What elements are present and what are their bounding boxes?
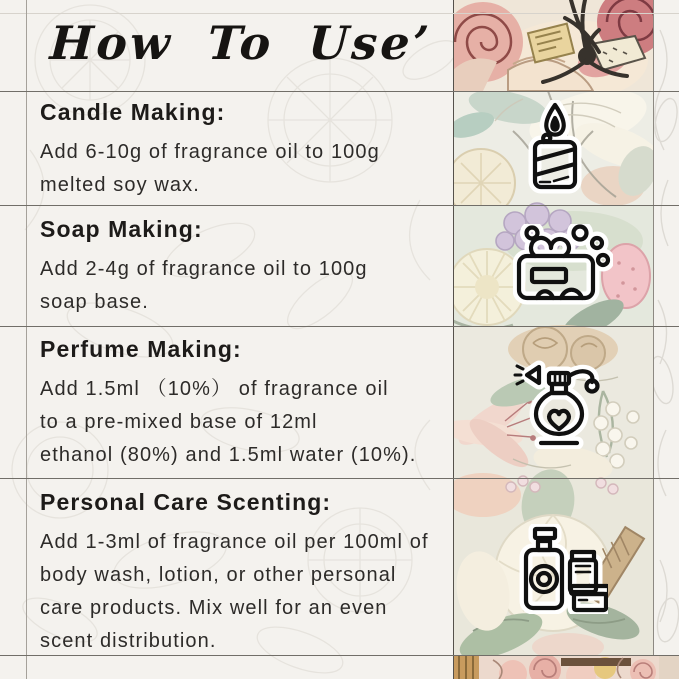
divider-title bbox=[0, 91, 679, 92]
divider-2 bbox=[0, 326, 679, 327]
section-candle-making bbox=[40, 99, 440, 202]
candle-icon bbox=[524, 100, 586, 194]
section-body-line: Add 2-4g of fragrance oil to 100g bbox=[40, 258, 368, 280]
section-body-line: scent distribution. bbox=[40, 630, 217, 652]
left-rule bbox=[26, 0, 27, 679]
page-title: How To Use’ bbox=[48, 16, 434, 70]
section-soap-making bbox=[40, 216, 440, 319]
section-body-line: melted soy wax. bbox=[40, 174, 200, 196]
section-personal-care-scenting bbox=[40, 489, 440, 658]
section-heading: Perfume Making: bbox=[40, 336, 242, 362]
divider-1 bbox=[0, 205, 679, 206]
section-body-line: ethanol (80%) and 1.5ml water (10%). bbox=[40, 444, 417, 466]
section-heading: Soap Making: bbox=[40, 216, 203, 242]
section-heading: Candle Making: bbox=[40, 99, 226, 125]
section-body-line: body wash, lotion, or other personal bbox=[40, 564, 397, 586]
divider-3 bbox=[0, 478, 679, 479]
toiletries-icon bbox=[518, 524, 608, 614]
top-rule bbox=[0, 13, 679, 14]
section-body-line: care products. Mix well for an even bbox=[40, 597, 388, 619]
section-heading: Personal Care Scenting: bbox=[40, 489, 332, 515]
section-body-line: to a pre-mixed base of 12ml bbox=[40, 411, 318, 433]
strip-left-border bbox=[453, 0, 454, 679]
section-body-line: Add 1-3ml of fragrance oil per 100ml of bbox=[40, 531, 429, 553]
section-body-line: Add 1.5ml （10%） of fragrance oil bbox=[40, 378, 389, 400]
section-body-line: Add 6-10g of fragrance oil to 100g bbox=[40, 141, 380, 163]
soap-icon bbox=[513, 224, 613, 308]
section-perfume-making bbox=[40, 336, 440, 472]
roses-photo-bottom bbox=[453, 656, 679, 679]
strip-right-border bbox=[653, 0, 654, 656]
perfume-spray-icon bbox=[513, 355, 605, 449]
section-body-line: soap base. bbox=[40, 291, 149, 313]
